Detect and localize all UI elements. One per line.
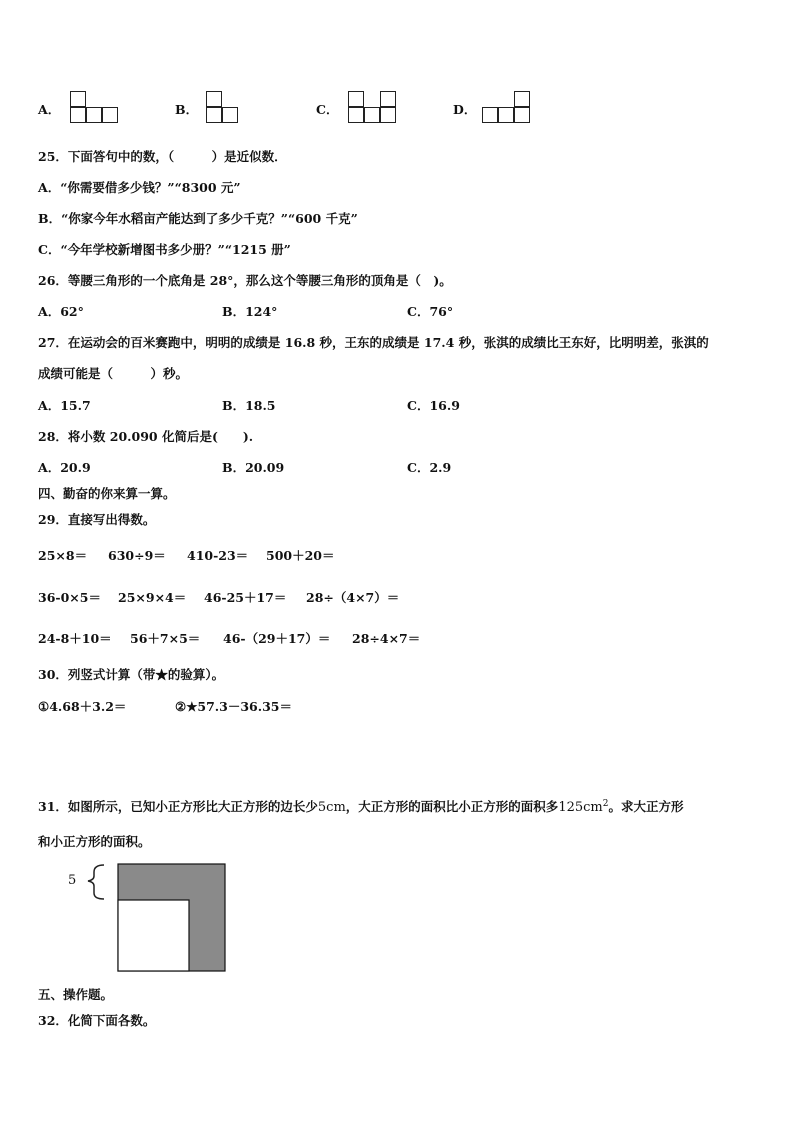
q29-item: 500＋20＝ [266, 548, 335, 563]
q29-item: 56＋7×5＝ [130, 631, 201, 646]
q27-option-b: B．18.5 [222, 398, 276, 413]
brace-icon [88, 865, 104, 899]
q25-option-b: B．“你家今年水稻亩产能达到了多少千克？”“600 千克” [38, 211, 358, 226]
q27-stem-line2: 成绩可能是（ ）秒。 [38, 366, 189, 381]
q28-stem: 28．将小数 20.090 化简后是( ). [38, 429, 254, 444]
q28-option-c: C．2.9 [407, 460, 452, 475]
q29-item: 46-（29＋17）＝ [223, 631, 331, 646]
q30-stem: 30．列竖式计算（带★的验算）。 [38, 667, 225, 682]
q31-stem-line2: 和小正方形的面积。 [38, 834, 151, 849]
q31-figure [60, 860, 230, 975]
q31-squares-diagram [60, 860, 230, 975]
q29-item: 410-23＝ [187, 548, 249, 563]
q30-item-2: ②★57.3－36.35＝ [175, 699, 292, 714]
q29-item: 46-25＋17＝ [204, 590, 287, 605]
q31-stem-line1 [38, 797, 683, 815]
q26-option-c: C．76° [407, 304, 454, 319]
q24-option-c-figure [348, 91, 400, 125]
q24-option-b-figure [206, 91, 242, 125]
q30-item-1: ①4.68＋3.2＝ [38, 699, 127, 714]
q31-figure-label: 5 [68, 873, 77, 888]
q24-option-d-label: D． [453, 102, 477, 117]
q27-option-c: C．16.9 [407, 398, 460, 413]
q26-option-b: B．124° [222, 304, 278, 319]
section-5-heading: 五、操作题。 [38, 987, 114, 1002]
q24-option-a-label: A． [38, 102, 61, 117]
q27-stem-line1: 27．在运动会的百米赛跑中，明明的成绩是 16.8 秒，王东的成绩是 17.4 秒，张淇的成绩比王东好，比明明差，张淇的 [38, 335, 709, 350]
q24-option-c-label: C． [316, 102, 339, 117]
q25-option-a: A．“你需要借多少钱？”“8300 元” [38, 180, 241, 195]
q31-value-1: 5cm [317, 800, 346, 815]
q28-option-a: A．20.9 [38, 460, 91, 475]
q24-option-a-figure [70, 91, 122, 125]
q28-option-b: B．20.09 [222, 460, 285, 475]
q26-stem: 26．等腰三角形的一个底角是 28°，那么这个等腰三角形的顶角是（ )。 [38, 273, 452, 288]
q26-option-a: A．62° [38, 304, 84, 319]
q29-item: 28÷（4×7）＝ [306, 590, 400, 605]
q29-item: 36-0×5＝ [38, 590, 101, 605]
q27-option-a: A．15.7 [38, 398, 91, 413]
q29-item: 25×9×4＝ [118, 590, 187, 605]
q24-option-d-figure [482, 91, 534, 125]
q31-value-2: 125cm [558, 800, 603, 815]
q31-superscript: 2 [602, 798, 609, 809]
small-square [118, 900, 189, 971]
q25-option-c: C．“今年学校新增图书多少册？”“1215 册” [38, 242, 291, 257]
q31-stem-c: 。求大正方形 [608, 799, 684, 814]
q31-stem-a: 31．如图所示，已知小正方形比大正方形的边长少 [38, 799, 318, 814]
q32-stem: 32．化简下面各数。 [38, 1013, 156, 1028]
q29-item: 25×8＝ [38, 548, 88, 563]
q31-stem-b: ，大正方形的面积比小正方形的面积多 [345, 799, 559, 814]
q29-item: 630÷9＝ [108, 548, 166, 563]
q25-stem: 25．下面答句中的数，（ ）是近似数． [38, 149, 287, 164]
section-4-heading: 四、勤奋的你来算一算。 [38, 486, 176, 501]
q29-item: 28÷4×7＝ [352, 631, 421, 646]
q24-option-b-label: B． [175, 102, 199, 117]
q29-stem: 29．直接写出得数。 [38, 512, 156, 527]
q29-item: 24-8＋10＝ [38, 631, 112, 646]
